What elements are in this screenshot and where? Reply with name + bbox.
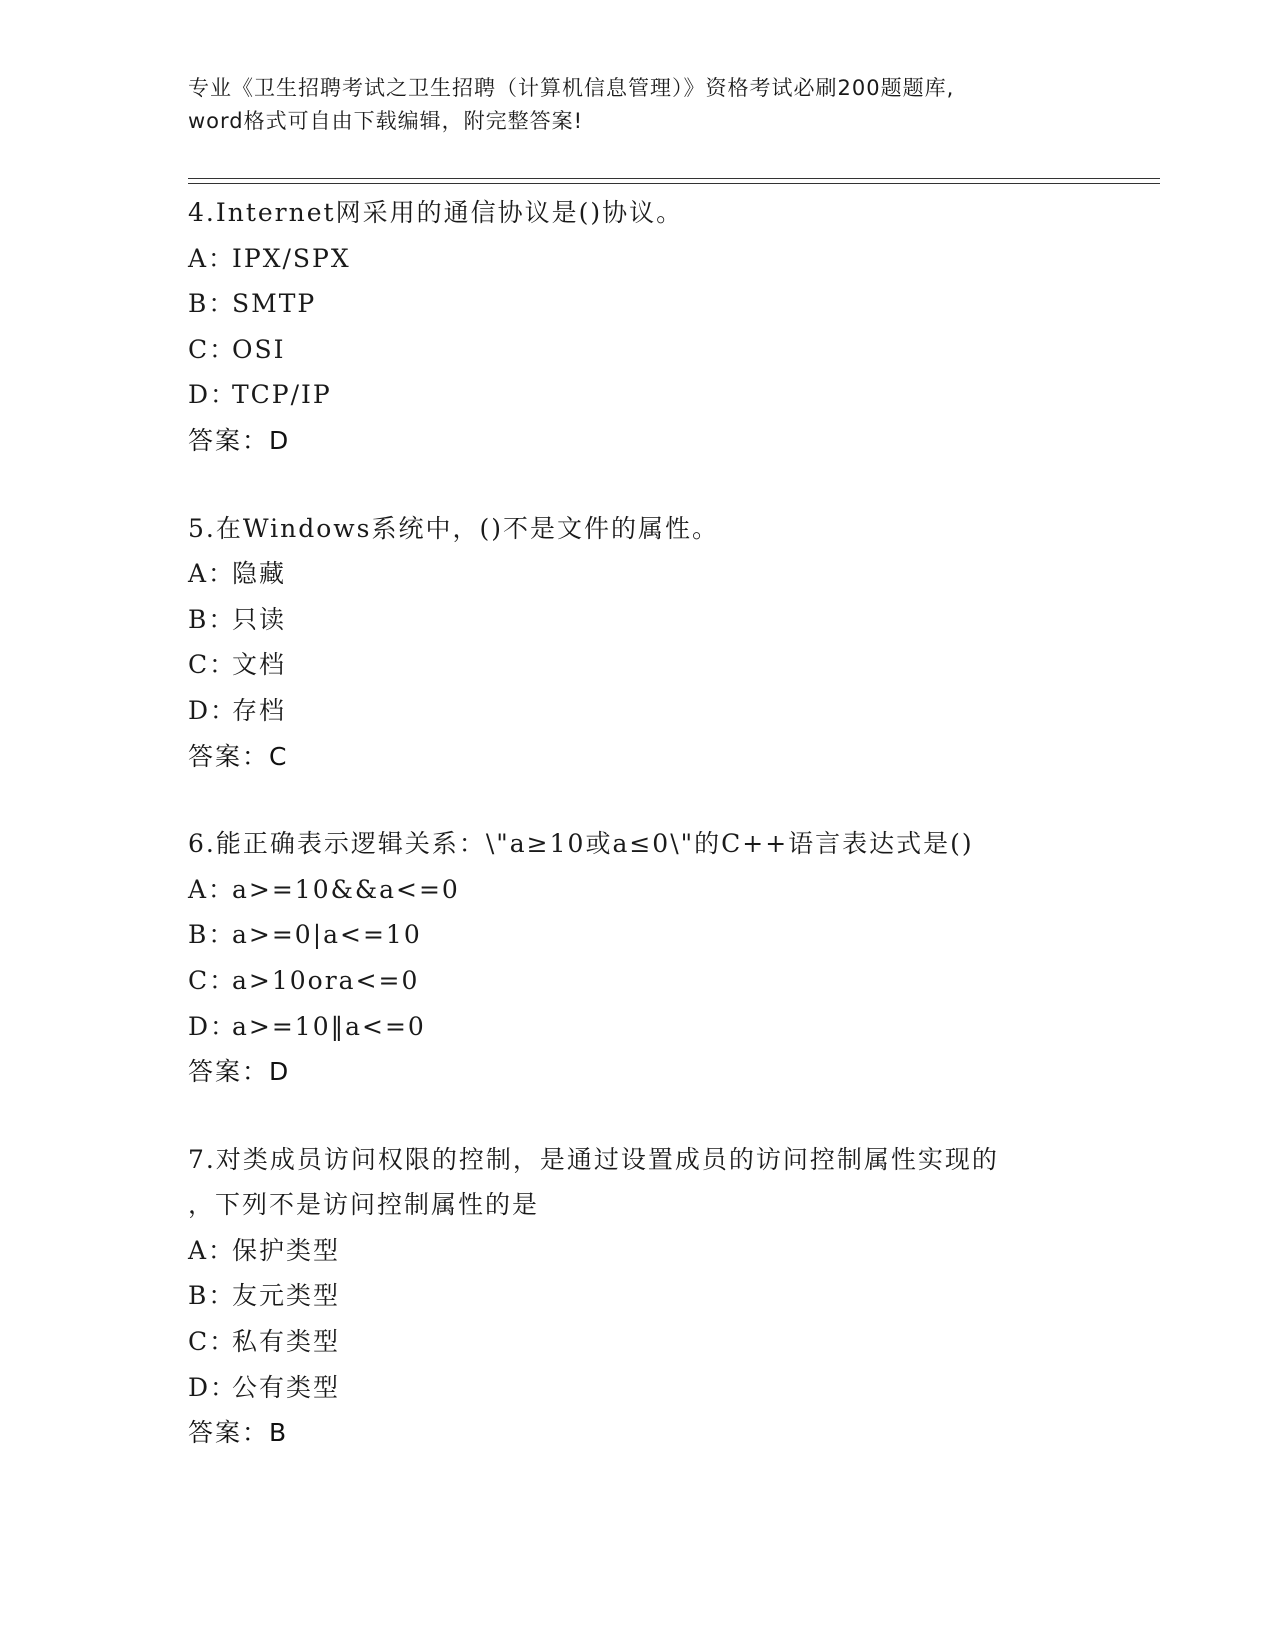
option-text: 存档 <box>232 695 287 725</box>
header-line-1: 专业《卫生招聘考试之卫生招聘（计算机信息管理）》资格考试必刷200题题库, <box>188 76 955 100</box>
option-text: SMTP <box>232 289 317 319</box>
option-letter: D： <box>188 380 238 410</box>
question-block <box>188 506 1148 780</box>
option-text: a>10ora<=0 <box>232 965 420 995</box>
option-letter: A： <box>188 559 236 589</box>
answer-option <box>188 372 1148 418</box>
option-letter: B： <box>188 920 236 950</box>
answer-option <box>188 1319 1148 1365</box>
answer-option <box>188 551 1148 597</box>
option-text: 保护类型 <box>232 1235 341 1265</box>
question-stem: 5.在Windows系统中，()不是文件的属性。 <box>188 513 719 543</box>
option-letter: D： <box>188 1011 238 1041</box>
header-divider-top <box>188 178 1160 179</box>
answer-option <box>188 912 1148 958</box>
option-letter: C： <box>188 334 237 364</box>
answer-option <box>188 1273 1148 1319</box>
question-block <box>188 190 1148 464</box>
option-letter: B： <box>188 289 236 319</box>
question-list <box>188 190 1148 1498</box>
option-text: 私有类型 <box>232 1327 341 1357</box>
answer-option <box>188 642 1148 688</box>
option-text: 隐藏 <box>232 559 287 589</box>
option-text: 只读 <box>232 604 287 634</box>
option-letter: C： <box>188 965 237 995</box>
question-stem: 4.Internet网采用的通信协议是()协议。 <box>188 198 684 227</box>
option-text: 友元类型 <box>232 1281 341 1311</box>
answer-option <box>188 1004 1148 1050</box>
question-block <box>188 1137 1148 1456</box>
header-divider-bottom <box>188 183 1160 184</box>
answer-option <box>188 958 1148 1004</box>
answer-key: 答案：C <box>188 741 289 771</box>
question-stem: 7.对类成员访问权限的控制，是通过设置成员的访问控制属性实现的 <box>188 1144 999 1174</box>
option-letter: D： <box>188 695 238 725</box>
option-text: a>=10‖a<=0 <box>232 1011 426 1041</box>
answer-key: 答案：B <box>188 1418 289 1448</box>
option-text: TCP/IP <box>232 380 332 410</box>
option-text: 公有类型 <box>232 1372 341 1402</box>
answer-key: 答案：D <box>188 425 291 455</box>
document-header <box>188 72 1088 138</box>
option-letter: C： <box>188 1327 237 1357</box>
option-letter: A： <box>188 874 236 904</box>
option-letter: D： <box>188 1372 238 1402</box>
option-text: a>=10&&a<=0 <box>232 874 460 904</box>
option-text: OSI <box>232 334 286 364</box>
option-letter: A： <box>188 1235 236 1265</box>
answer-option <box>188 597 1148 643</box>
question-block <box>188 821 1148 1095</box>
answer-option <box>188 1365 1148 1411</box>
option-letter: B： <box>188 1281 236 1311</box>
header-line-2: word格式可自由下载编辑，附完整答案! <box>188 109 584 133</box>
answer-option <box>188 1228 1148 1274</box>
option-text: IPX/SPX <box>232 243 351 273</box>
answer-option <box>188 688 1148 734</box>
answer-option <box>188 281 1148 327</box>
answer-option <box>188 867 1148 913</box>
option-text: a>=0|a<=10 <box>232 920 422 950</box>
question-stem: ，下列不是访问控制属性的是 <box>188 1190 540 1220</box>
question-stem: 6.能正确表示逻辑关系：\"a≥10或a≤0\"的C++语言表达式是() <box>188 829 974 859</box>
option-letter: A： <box>188 243 236 273</box>
option-text: 文档 <box>232 650 287 680</box>
answer-option <box>188 327 1148 373</box>
option-letter: B： <box>188 604 236 634</box>
answer-option <box>188 236 1148 282</box>
answer-key: 答案：D <box>188 1057 291 1087</box>
option-letter: C： <box>188 650 237 680</box>
